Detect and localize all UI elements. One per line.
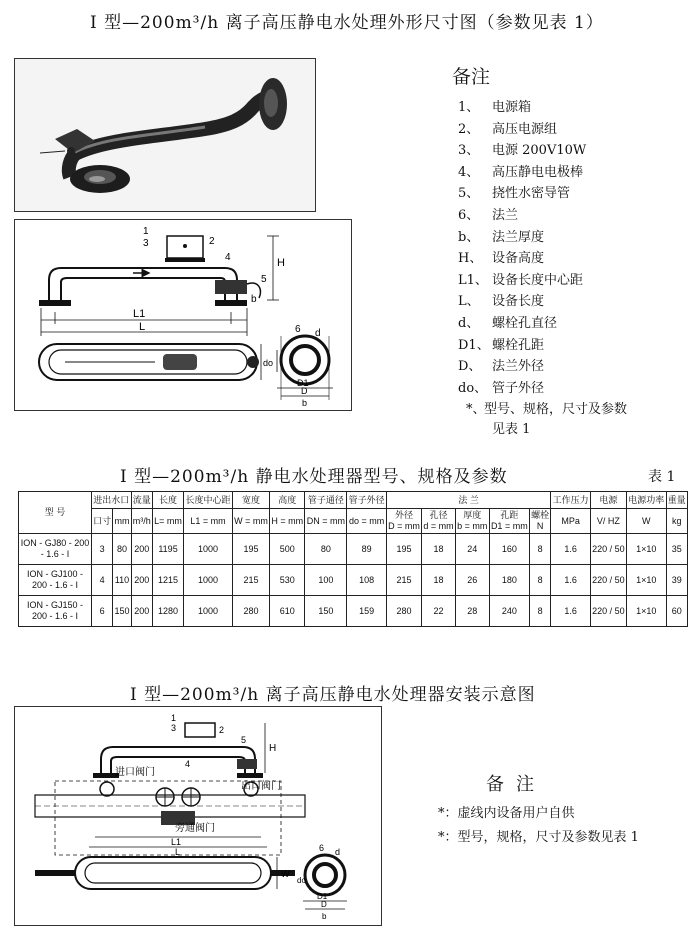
col-flange: 法 兰 [386,492,550,509]
note-item: L、 设备长度 [458,294,545,310]
d1-label-4: 4 [225,252,231,263]
install-diagram-title: I 型—200m³/h 离子高压静电水处理器安装示意图 [130,685,536,705]
d2-label-inlet: 进口阀门 [115,767,155,778]
d2-label-W: W [281,869,290,879]
note-item: d、 螺栓孔直径 [458,315,558,331]
col-inout-mm: mm [113,509,131,534]
outline-dimension-drawing [14,219,352,411]
note-item: 1、 电源箱 [458,100,532,115]
table-row: ION - GJ100 - 200 - 1.6 - I 4 110 200 1215 1000 215 530 100 108 215 18 26 180 8 1.6 220 / 50 1×10 39 [19,565,688,596]
col-power-unit: V/ HZ [590,509,626,534]
install-note-item: *：虚线内设备用户自供 [438,806,575,821]
d2-label-1: 1 [171,713,177,723]
d1-label-D: D [301,386,308,396]
install-notes-panel [438,770,698,850]
d2-label-b: b [322,912,327,921]
col-watt: 电源功率 [626,492,666,509]
d1-label-1: 1 [143,226,149,237]
install-note-item: *：型号，规格，尺寸及参数见表 1 [438,830,639,845]
d1-label-5: 5 [261,274,267,285]
col-width-unit: W = mm [232,509,269,534]
col-f-pitch: 孔距 D1 = mm [489,509,529,534]
d2-label-outlet: 出口阀门 [241,781,281,792]
d1-label-D1: D1 [297,378,309,388]
note-item: H、 设备高度 [458,251,545,267]
col-dn-unit: DN = mm [305,509,347,534]
installation-drawing [14,706,382,926]
note-item: b、 法兰厚度 [458,229,545,245]
d2-label-D: D [321,900,327,909]
notes-panel [452,62,692,439]
col-height-unit: H = mm [270,509,305,534]
d1-label-H: H [277,257,285,269]
col-inout: 进出水口 [92,492,132,509]
d2-label-bypass: 旁通阀门 [175,823,215,834]
spec-table-title: I 型—200m³/h 静电水处理器型号、规格及参数 [120,467,508,487]
d2-label-L: L [175,847,181,857]
col-len: 长度 [152,492,183,509]
outline-drawing-title: I 型—200m³/h 离子高压静电水处理外形尺寸图（参数见表 1） [90,13,604,33]
product-photo [14,58,316,212]
note-item: 5、 挠性水密导管 [458,186,571,202]
col-center: 长度中心距 [184,492,233,509]
note-item: 6、 法兰 [458,207,519,223]
col-od-unit: do = mm [347,509,387,534]
d2-label-5: 5 [241,735,247,745]
col-od: 管子外径 [347,492,387,509]
d2-label-do: do [297,876,306,885]
spec-table [18,491,688,627]
d1-label-L1: L1 [133,308,146,320]
d1-label-d: d [315,328,321,339]
col-width: 宽度 [232,492,269,509]
col-power: 电源 [590,492,626,509]
table-row: ION - GJ150 - 200 - 1.6 - I 6 150 200 1280 1000 280 610 150 159 280 22 28 240 8 1.6 220 / 50 1×10 60 [19,596,688,627]
notes-heading: 备注 [452,66,491,88]
note-item: L1、 设备长度中心距 [458,272,584,288]
col-f-thk: 厚度 b = mm [455,509,489,534]
d2-label-H: H [269,743,277,754]
d1-label-2: 2 [209,236,215,247]
col-f-hole: 孔径 d = mm [422,509,456,534]
note-item: do、 管子外径 [458,380,545,396]
col-weight-unit: kg [666,509,687,534]
note-item: 3、 电源 200V10W [458,143,587,159]
note-item-star-cont: 见表 1 [492,421,531,437]
col-center-unit: L1 = mm [184,509,233,534]
col-press-unit: MPa [551,509,591,534]
d2-label-4: 4 [185,759,191,769]
note-item-star: *、型号、规格，尺寸及参数 [466,402,628,418]
col-len-unit: L= mm [152,509,183,534]
col-press: 工作压力 [551,492,591,509]
d1-label-3: 3 [143,238,149,249]
install-notes-heading: 备注 [486,774,546,795]
table-number-label: 表 1 [648,469,676,485]
col-flow-unit: m³/h [131,509,152,534]
d2-label-6: 6 [319,843,325,853]
col-f-od: 外径 D = mm [386,509,421,534]
d1-label-b2: b [302,398,308,408]
d2-label-3: 3 [171,723,177,733]
note-item: D1、 螺栓孔距 [458,337,545,353]
d2-label-d: d [335,847,341,857]
table-row: ION - GJ80 - 200 - 1.6 - I 3 80 200 1195 1000 195 500 80 89 195 18 24 160 8 1.6 220 / 50 1×10 35 [19,534,688,565]
d2-label-D1: D1 [317,892,328,901]
col-f-bolt: 螺栓 N [530,509,551,534]
col-inout-size: 口寸 [92,509,113,534]
note-item: 2、 高压电源组 [458,121,558,137]
col-model: 型 号 [19,492,92,534]
col-dn: 管子通径 [305,492,347,509]
d2-label-L1: L1 [171,837,182,847]
d2-label-2: 2 [219,725,225,735]
col-flow: 流量 [131,492,152,509]
col-weight: 重量 [666,492,687,509]
col-watt-unit: W [626,509,666,534]
d1-label-L: L [139,321,146,333]
col-height: 高度 [270,492,305,509]
d1-label-b: b [251,294,257,305]
d1-label-6: 6 [295,324,301,335]
note-item: D、 法兰外径 [458,359,545,375]
d1-label-do: do [263,358,274,368]
note-item: 4、 高压静电电极棒 [458,164,584,180]
